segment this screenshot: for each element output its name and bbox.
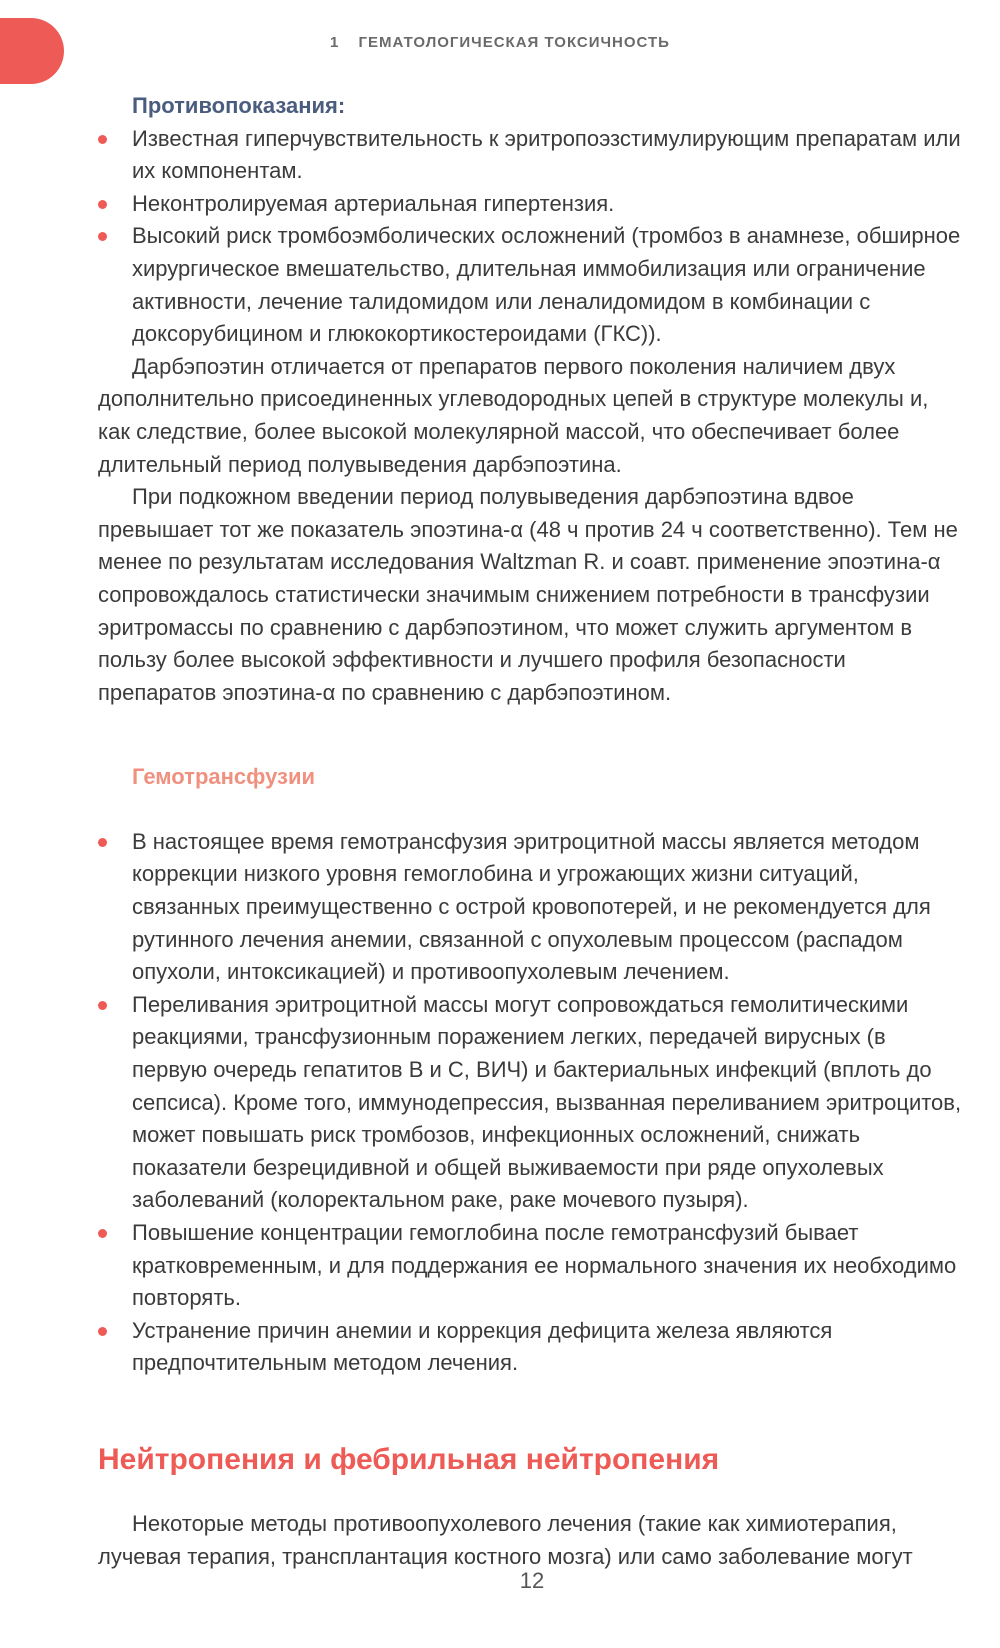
bullet-icon (98, 135, 107, 144)
bullet-icon (98, 1229, 107, 1238)
transfusions-list (98, 826, 966, 1380)
bullet-icon (98, 232, 107, 241)
list-item-text: Повышение концентрации гемоглобина после гемотрансфузий бывает кратковременным, и для поддержания ее нормального значения их необходимо повторять. (132, 1220, 957, 1311)
list-item (98, 220, 966, 350)
list-item-text: Устранение причин анемии и коррекция дефицита железа являются предпочтительным методом лечения. (132, 1317, 833, 1376)
list-item (98, 989, 966, 1217)
transfusions-heading: Гемотрансфузии (132, 764, 316, 790)
list-item-text: Высокий риск тромбоэмболических осложнений (тромбоз в анамнезе, обширное хирургическое вмешательство, длительная иммобилизация или ограничение активности, лечение талидомидом или леналидомидом в комбинации с доксорубицином и глюкокортикостероидами (ГКС)). (132, 223, 961, 347)
bullet-icon (98, 200, 107, 209)
running-header (0, 34, 1000, 51)
chapter-tab-marker (0, 18, 64, 84)
list-item (98, 123, 966, 188)
page-content (98, 90, 966, 1573)
bullet-icon (98, 1001, 107, 1010)
list-item-text: Известная гиперчувствительность к эритропоэзстимулирующим препаратам или их компонентам. (132, 125, 961, 184)
list-item-text: Переливания эритроцитной массы могут сопровождаться гемолитическими реакциями, трансфузионным поражением легких, передачей вирусных (в первую очередь гепатитов B и C, ВИЧ) и бактериальных инфекций (вплоть до сепсиса). Кроме того, иммунодепрессия, вызванная переливанием эритроцитов, может повышать риск тромбозов, инфекционных осложнений, снижать показатели безрецидивной и общей выживаемости при ряде опухолевых заболеваний (колоректальном раке, раке мочевого пузыря). (132, 991, 962, 1213)
page-number: 12 (519, 1568, 545, 1593)
contraindications-heading: Противопоказания: (132, 93, 346, 118)
paragraph-neutropenia-intro: Некоторые методы противоопухолевого лечения (такие как химиотерапия, лучевая терапия, трансплантация костного мозга) или само заболевание могут (98, 1510, 913, 1569)
chapter-title: ГЕМАТОЛОГИЧЕСКАЯ ТОКСИЧНОСТЬ (358, 34, 670, 51)
chapter-number: 1 (330, 34, 340, 51)
contraindications-list (98, 123, 966, 351)
bullet-icon (98, 838, 107, 847)
list-item-text: В настоящее время гемотрансфузия эритроцитной массы является методом коррекции низкого уровня гемоглобина и угрожающих жизни ситуаций, связанных преимущественно с острой кровопотерей, и не рекомендуется для рутинного лечения анемии, связанной с опухолевым процессом (распадом опухоли, интоксикацией) и противоопухолевым лечением. (132, 828, 931, 985)
section-title-neutropenia: Нейтропения и фебрильная нейтропения (98, 1442, 720, 1476)
list-item (98, 188, 966, 221)
paragraph-darbepoetin: Дарбэпоэтин отличается от препаратов первого поколения наличием двух дополнительно присоединенных углеводородных цепей в структуре молекулы и, как следствие, более высокой молекулярной массой, что обеспечивает более длительный период полувыведения дарбэпоэтина. (98, 353, 929, 477)
list-item (98, 826, 966, 989)
list-item (98, 1217, 966, 1315)
list-item-text: Неконтролируемая артериальная гипертензия. (132, 190, 615, 216)
paragraph-half-life: При подкожном введении период полувыведения дарбэпоэтина вдвое превышает тот же показатель эпоэтина-α (48 ч против 24 ч соответственно). Тем не менее по результатам исследования Waltzman R. и соавт. применение эпоэтина-α сопровождалось статистически значимым снижением потребности в трансфузии эритромассы по сравнению с дарбэпоэтином, что может служить аргументом в пользу более высокой эффективности и лучшего профиля безопасности препаратов эпоэтина-α по сравнению с дарбэпоэтином. (98, 484, 958, 705)
bullet-icon (98, 1327, 107, 1336)
list-item (98, 1315, 966, 1380)
